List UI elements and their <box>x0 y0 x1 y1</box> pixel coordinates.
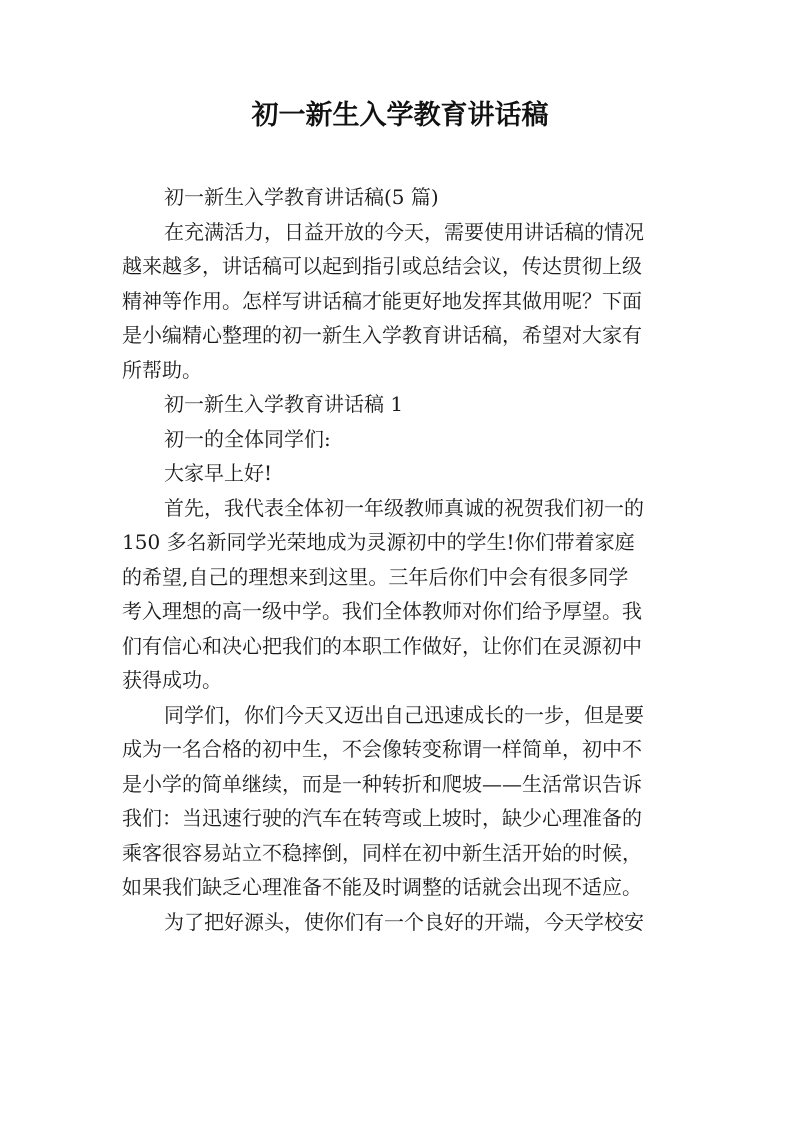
paragraph-line: 如果我们缺乏心理准备不能及时调整的话就会出现不适应。 <box>122 875 642 899</box>
salutation: 初一的全体同学们: <box>164 426 331 451</box>
paragraph-line: 同学们，你们今天又迈出自己迅速成长的一步，但是要 <box>164 702 644 727</box>
paragraph-line: 考入理想的高一级中学。我们全体教师对你们给予厚望。我 <box>122 599 642 623</box>
paragraph-line: 越来越多，讲话稿可以起到指引或总结会议，传达贯彻上级 <box>122 254 642 278</box>
paragraph-line: 乘客很容易站立不稳摔倒，同样在初中新生活开始的时候， <box>122 840 642 865</box>
intro-paragraph <box>122 215 682 388</box>
body-paragraph-1 <box>122 491 682 698</box>
paragraph-line: 获得成功。 <box>122 668 222 692</box>
paragraph-line: 们有信心和决心把我们的本职工作做好，让你们在灵源初中 <box>122 633 642 658</box>
paragraph-line: 所帮助。 <box>122 357 202 382</box>
paragraph-line: 在充满活力，日益开放的今天，需要使用讲话稿的情况 <box>164 219 644 244</box>
body-paragraph-2 <box>122 698 682 905</box>
paragraph-line: 的希望,自己的理想来到这里。三年后你们中会有很多同学 <box>122 564 629 589</box>
paragraph-line: 为了把好源头，使你们有一个良好的开端，今天学校安 <box>164 909 644 934</box>
document-body <box>122 180 682 939</box>
section-heading: 初一新生入学教育讲话稿 1 <box>164 392 404 416</box>
body-paragraph-3 <box>122 905 682 940</box>
paragraph-line: 是小学的简单继续，而是一种转折和爬坡——生活常识告诉 <box>122 771 642 796</box>
paragraph-line: 成为一名合格的初中生，不会像转变称谓一样简单，初中不 <box>122 737 642 761</box>
paragraph-line: 150 多名新同学光荣地成为灵源初中的学生!你们带着家庭 <box>122 530 635 554</box>
greeting: 大家早上好! <box>164 461 273 485</box>
paragraph-line: 我们：当迅速行驶的汽车在转弯或上坡时，缺少心理准备的 <box>122 806 642 830</box>
page-title: 初一新生入学教育讲话稿 <box>251 100 549 131</box>
paragraph-line: 精神等作用。怎样写讲话稿才能更好地发挥其做用呢？下面 <box>122 288 642 313</box>
document-subtitle: 初一新生入学教育讲话稿(5 篇) <box>164 185 439 209</box>
paragraph-line: 首先，我代表全体初一年级教师真诚的祝贺我们初一的 <box>164 495 644 520</box>
paragraph-line: 是小编精心整理的初一新生入学教育讲话稿，希望对大家有 <box>122 323 642 347</box>
